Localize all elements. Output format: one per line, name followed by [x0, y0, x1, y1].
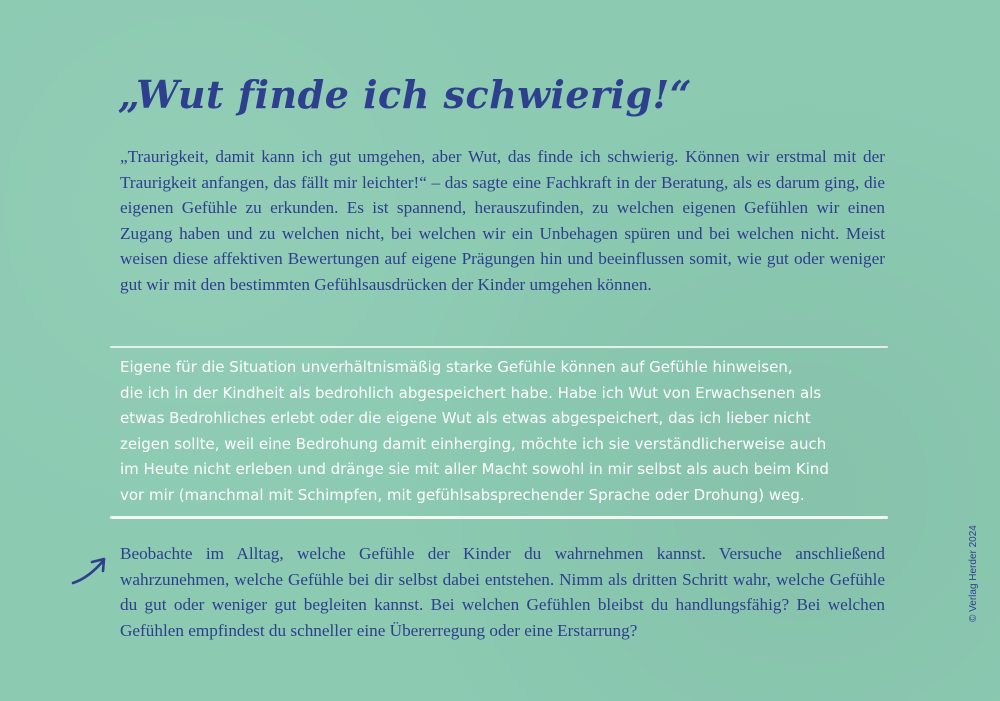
card-title: „Wut finde ich schwierig!“	[118, 72, 693, 117]
highlight-line: Eigene für die Situation unverhältnismäßig starke Gefühle können auf Gefühle hinweisen,	[120, 358, 793, 376]
copyright-notice: © Verlag Herder 2024	[968, 525, 979, 622]
highlight-line: die ich in der Kindheit als bedrohlich abgespeichert habe. Habe ich Wut von Erwachsenen als	[120, 383, 822, 402]
intro-paragraph: „Traurigkeit, damit kann ich gut umgehen, aber Wut, das finde ich schwierig. Können wir erstmal mit der Traurigkeit anfangen, das fällt mir leichter!“ – das sagte eine Fachkraft in der Beratung, als es darum ging, die eigenen Gefühle zu erkunden. Es ist spannend, herauszufinden, zu welchen eigenen Gefühlen wir einen Zugang haben und zu welchen nicht, bei welchen wir ein Unbehagen spüren und bei welchen nicht. Meist weisen diese affektiven Bewertungen auf eigene Prägungen hin und beeinflussen somit, wie gut oder weniger gut wir mit den bestimmten Gefühlsausdrücken der Kinder umgehen können.	[120, 147, 885, 294]
highlight-line: im Heute nicht erleben und dränge sie mit aller Macht sowohl in mir selbst als auch beim Kind	[120, 460, 829, 479]
divider-bottom	[110, 516, 888, 519]
task-paragraph: Beobachte im Alltag, welche Gefühle der Kinder du wahrnehmen kannst. Versuche anschließend wahrzunehmen, welche Gefühle bei dir selbst dabei entstehen. Nimm als dritten Schritt wahr, welche Gefühle du gut oder weniger gut begleiten kannst. Bei welchen Gefühlen bleibst du handlungsfähig? Bei welchen Gefühlen empfindest du schneller eine Übererregung oder eine Erstarrung?	[120, 544, 885, 640]
divider-top	[110, 346, 888, 348]
highlight-line: etwas Bedrohliches erlebt oder die eigene Wut als etwas abgespeichert, das ich lieber nicht	[120, 409, 811, 428]
highlight-box	[120, 355, 890, 509]
arrow-up-right-icon	[70, 552, 110, 588]
highlight-line: zeigen sollte, weil eine Bedrohung damit einherging, möchte ich sie verständlicherweise auch	[120, 434, 827, 453]
highlight-line: vor mir (manchmal mit Schimpfen, mit gefühlsabsprechender Sprache oder Drohung) weg.	[120, 485, 805, 504]
